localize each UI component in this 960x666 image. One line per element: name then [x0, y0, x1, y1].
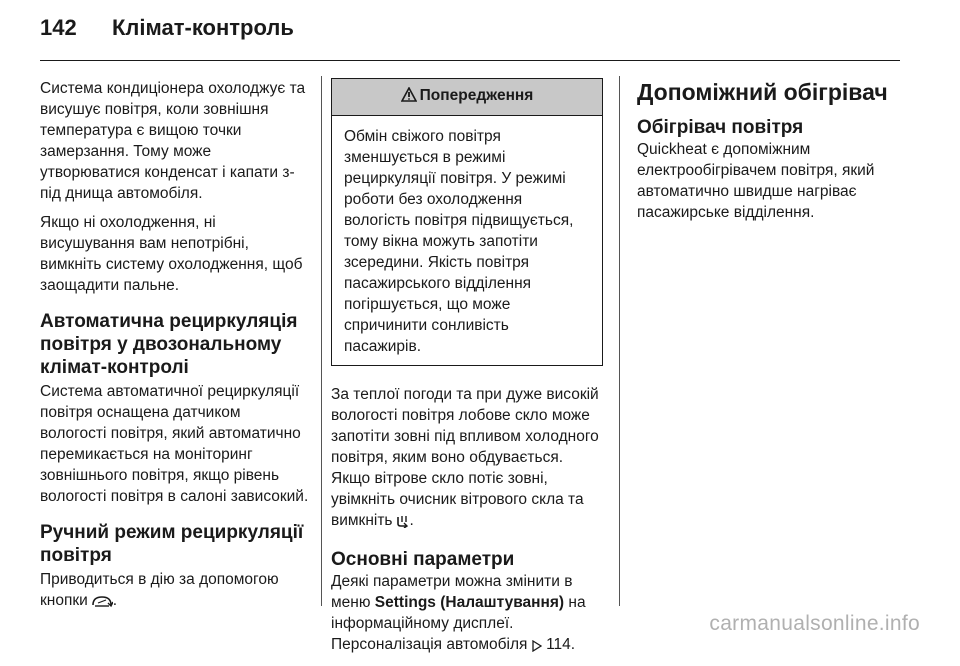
column-3: [637, 78, 907, 231]
column-divider-2: [619, 76, 620, 606]
manual-text: Приводиться в дію за допомогою кнопки: [40, 571, 279, 609]
warning-icon: [401, 87, 417, 107]
column-divider-1: [321, 76, 322, 606]
warning-text: Обмін свіжого повітря зменшується в режимі рециркуляції повітря. У режимі роботи без охолодження вологість повітря підвищується, тому вікна можуть запотіти зсередини. Якість повітря пасажирського відділення погіршується, що може спричинити сонливість пасажирів.: [344, 128, 574, 355]
header-divider: [40, 60, 900, 61]
page-title: Клімат-контроль: [112, 15, 294, 40]
paragraph-auto-recirculation: Система автоматичної рециркуляції повітря оснащена датчиком вологості повітря, який автоматично перемикається на моніторинг зовнішнього повітря, якщо рівень вологості повітря в салоні зависокий.: [40, 383, 309, 505]
warning-title: Попередження: [419, 87, 534, 104]
settings-menu-name: Settings (Налаштування): [374, 594, 565, 611]
paragraph-manual-recirculation: Приводиться в дію за допомогою кнопки .: [40, 569, 310, 614]
settings-text-a: Деякі параметри можна змінити в меню: [331, 573, 573, 611]
paragraph-quickheat: Quickheat є допоміжним електрообігрівачем повітря, який автоматично швидше нагріває пасажирське відділення.: [637, 141, 875, 221]
column-1: [40, 78, 310, 622]
page-reference-icon: [532, 637, 542, 658]
warning-header: [332, 79, 602, 116]
paragraph-settings-menu: [331, 571, 603, 658]
heading-basic-settings: Основні параметри: [331, 549, 515, 570]
warning-body: [332, 116, 602, 365]
column-2: [331, 78, 603, 666]
heading-manual-recirculation: Ручний режим рециркуляції повітря: [40, 522, 304, 566]
page-number: 142: [40, 15, 77, 40]
heading-air-heater: Обігрівач повітря: [637, 117, 804, 138]
paragraph-condensation: Система кондиціонера охолоджує та висушує повітря, коли зовнішня температура є вищою точки замерзання. Тому може утворюватися конденсат і капати з-під днища автомобіля.: [40, 80, 306, 202]
settings-text-b: на інформаційному дисплеї.: [331, 594, 586, 632]
heading-auxiliary-heater: Допоміжний обігрівач: [637, 79, 888, 105]
heading-auto-recirculation: Автоматична рециркуляція повітря у двозональному клімат-контролі: [40, 311, 298, 378]
paragraph-windscreen: За теплої погоди та при дуже високій вологості повітря лобове скло може запотіти зовні під впливом холодного повітря, яким воно обдувається. Якщо вітрове скло потіє зовні, увімкніть очисник вітрового скла та вимкніть .: [331, 384, 603, 534]
air-recirculation-off-icon: [396, 513, 410, 534]
windscreen-text: За теплої погоди та при дуже високій вологості повітря лобове скло може запотіти зовні під впливом холодного повітря, яким воно обдувається. Якщо вітрове скло потіє зовні, увімкніть очисник вітрового скла та вимкніть: [331, 386, 599, 529]
recirculation-icon: [91, 593, 113, 614]
personalization-text: Персоналізація автомобіля: [331, 636, 528, 653]
personalization-page-ref: 114.: [546, 636, 576, 653]
warning-box: [331, 78, 603, 366]
paragraph-save-fuel: Якщо ні охолодження, ні висушування вам непотрібні, вимкніть систему охолодження, щоб заощадити пальне.: [40, 214, 303, 294]
watermark: carmanualsonline.info: [709, 612, 920, 635]
